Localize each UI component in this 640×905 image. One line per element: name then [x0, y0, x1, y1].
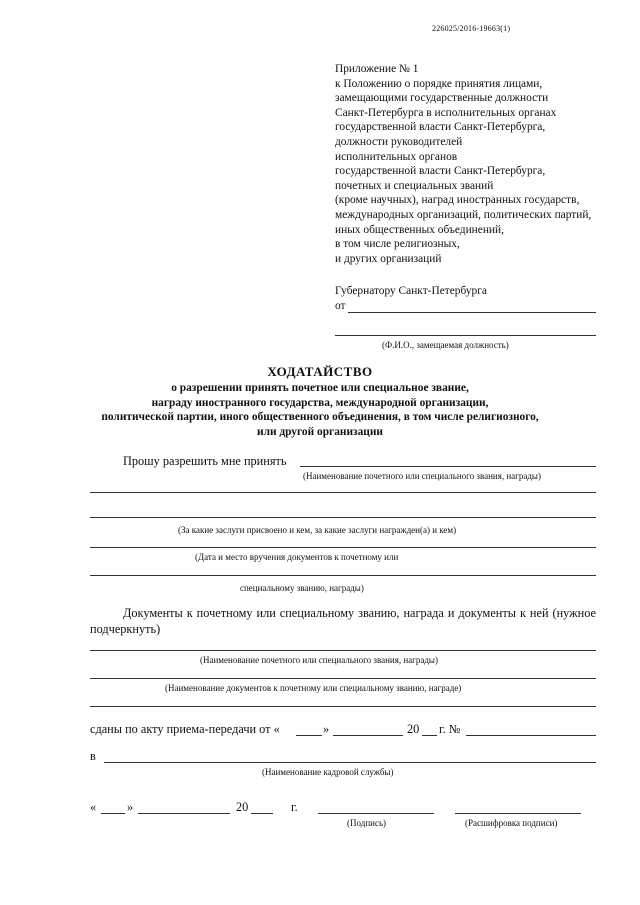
act-text: сданы по акту приема-передачи от «	[90, 722, 280, 736]
subtitle-line: о разрешении принять почетное или специальное звание,	[171, 382, 469, 394]
documents-name-caption: (Наименование почетного или специального звания, награды)	[200, 655, 438, 665]
act-number-line[interactable]	[466, 735, 596, 736]
signature-caption: (Подпись)	[347, 818, 387, 828]
act-year-line[interactable]	[422, 735, 437, 736]
signature-decode-line[interactable]	[455, 813, 581, 814]
appendix-line: почетных и специальных званий	[335, 179, 494, 192]
request-name-line-2[interactable]	[90, 492, 596, 493]
request-date-caption: (Дата и место вручения документов к почетному или	[195, 552, 399, 562]
subtitle-line: награду иностранного государства, международной организации,	[151, 396, 489, 409]
act-day-line[interactable]	[296, 735, 322, 736]
appendix-line: международных организаций, политических партий,	[335, 208, 592, 221]
sign-year: 20	[236, 800, 249, 814]
documents-list-line[interactable]	[90, 678, 596, 679]
act-in-label: в	[90, 749, 96, 763]
request-merit-line[interactable]	[90, 517, 596, 518]
sign-day-line[interactable]	[101, 813, 125, 814]
page-title: ХОДАТАЙСТВО	[267, 364, 373, 379]
sign-month-line[interactable]	[138, 813, 230, 814]
subtitle-line: политической партии, иного общественного объединения, в том числе религиозного,	[101, 411, 539, 424]
appendix-line: замещающими государственные должности	[335, 92, 549, 105]
request-merit-caption: (За какие заслуги присвоено и кем, за какие заслуги награжден(а) и кем)	[178, 525, 457, 535]
appendix-line: в том числе религиозных,	[335, 238, 460, 251]
addressee-caption: (Ф.И.О., замещаемая должность)	[382, 340, 509, 350]
appendix-line: Санкт-Петербурга в исполнительных органах	[335, 106, 557, 119]
documents-list-caption: (Наименование документов к почетному или специальному званию, награде)	[165, 683, 462, 693]
request-place-line[interactable]	[90, 575, 596, 576]
document-id: 226025/2016-19663(1)	[432, 24, 511, 33]
appendix-block	[335, 62, 591, 266]
appendix-line: государственной власти Санкт-Петербурга,	[335, 121, 546, 134]
appendix-line: исполнительных органов	[335, 150, 458, 163]
documents-name-line[interactable]	[90, 650, 596, 651]
appendix-line: (кроме научных), наград иностранных государств,	[335, 194, 580, 207]
request-date-line[interactable]	[90, 547, 596, 548]
from-name-line[interactable]	[348, 312, 596, 313]
documents-list-line-2[interactable]	[90, 706, 596, 707]
appendix-line: Приложение № 1	[335, 63, 419, 75]
subtitle-line: или другой организации	[257, 425, 383, 438]
signature-decode-caption: (Расшифровка подписи)	[465, 818, 558, 828]
addressee-to: Губернатору Санкт-Петербурга	[335, 285, 487, 297]
act-quote-close: »	[323, 722, 330, 736]
sign-open-quote: «	[90, 800, 97, 814]
appendix-line: к Положению о порядке принятия лицами,	[335, 77, 543, 90]
sign-close-quote: »	[127, 800, 134, 814]
appendix-line: должности руководителей	[335, 135, 463, 148]
act-month-line[interactable]	[333, 735, 403, 736]
appendix-line: и других организаций	[335, 252, 442, 265]
request-text: Прошу разрешить мне принять	[123, 454, 287, 468]
documents-text: Документы к почетному или специальному званию, награда и документы к ней (нужное подчеркнуть)	[90, 606, 596, 636]
act-year: 20	[407, 722, 420, 736]
appendix-line: государственной власти Санкт-Петербурга,	[335, 165, 546, 178]
addressee-from: от	[335, 300, 346, 312]
page-subtitle	[0, 381, 640, 439]
signature-line[interactable]	[318, 813, 434, 814]
addressee-block	[335, 284, 487, 314]
hr-service-line[interactable]	[104, 762, 596, 763]
appendix-line: иных общественных объединений,	[335, 223, 504, 236]
act-number-label: г. №	[439, 722, 461, 736]
request-date-caption-cont: специальному званию, награды)	[240, 583, 364, 593]
request-name-line[interactable]	[300, 466, 596, 467]
sign-year-line[interactable]	[251, 813, 273, 814]
request-name-caption: (Наименование почетного или специального звания, награды)	[303, 471, 541, 481]
from-position-line[interactable]	[335, 335, 596, 336]
hr-service-caption: (Наименование кадровой службы)	[262, 767, 394, 777]
sign-year-suffix: г.	[291, 800, 298, 814]
